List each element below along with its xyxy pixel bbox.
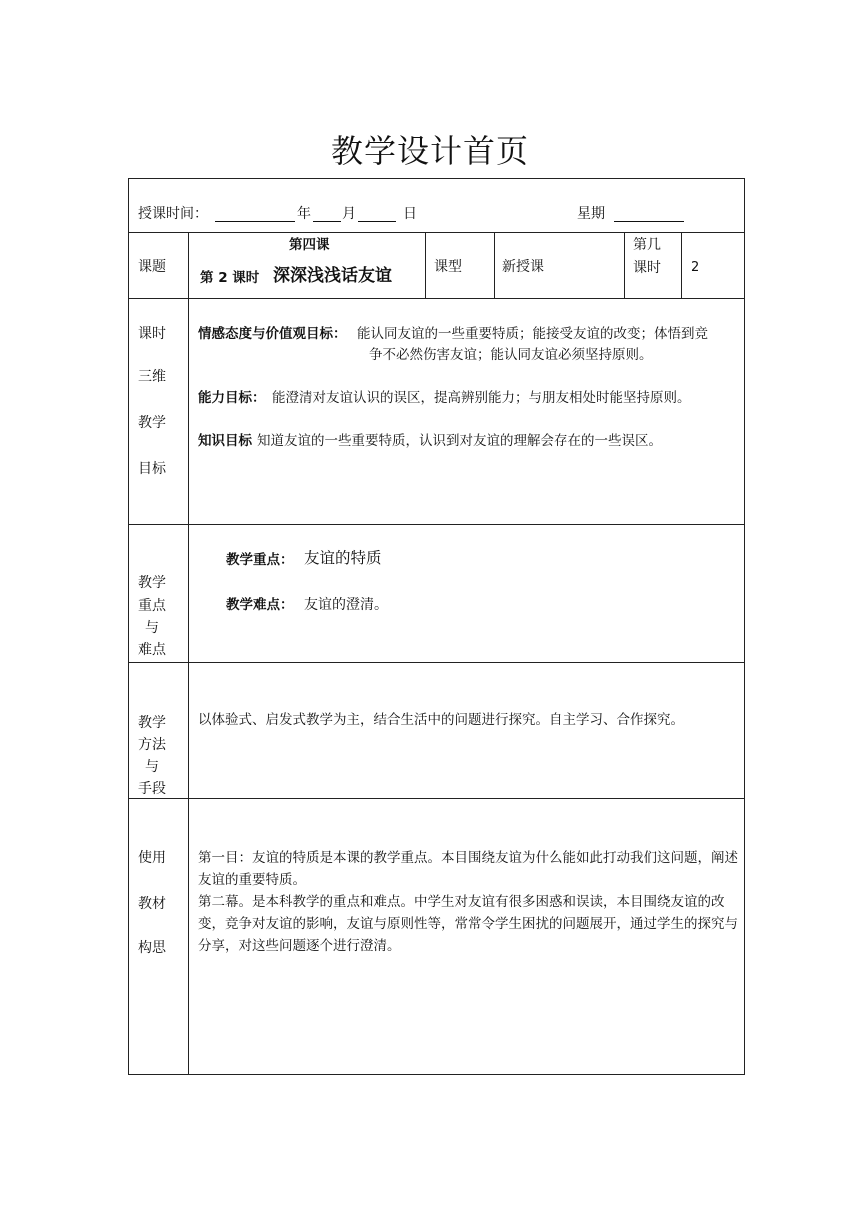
row-label: 教学 (138, 575, 166, 591)
row-label: 教学 (138, 415, 166, 431)
difficult-point-label: 教学难点： (226, 597, 294, 613)
col-divider (425, 232, 426, 298)
lesson-plan-table (128, 178, 745, 1075)
knowledge-objective-text: 知道友谊的一些重要特质，认识到对友谊的理解会存在的一些误区。 (257, 433, 662, 449)
period-label: 第 2 课时 (200, 270, 260, 286)
row-label: 难点 (138, 642, 166, 658)
row-label: 教材 (138, 896, 166, 912)
type-value: 新授课 (502, 259, 544, 275)
difficult-point-text: 友谊的澄清。 (304, 597, 388, 613)
month-label: 月 (342, 206, 356, 222)
materials-paragraph: 第二幕。是本科教学的重点和难点。中学生对友谊有很多困惑和误读，本目围绕友谊的改变，竞争对友谊的影响，友谊与原则性等，常常令学生困扰的问题展开，通过学生的探究与分享，对这些问题逐个进行澄清。 (198, 894, 738, 954)
which-period-label: 课时 (633, 260, 661, 276)
row-divider (129, 232, 744, 233)
ability-objective-label: 能力目标： (198, 390, 266, 406)
row-label: 目标 (138, 461, 166, 477)
day-label: 日 (403, 206, 417, 222)
methods-text: 以体验式、启发式教学为主，结合生活中的问题进行探究。自主学习、合作探究。 (198, 712, 684, 728)
emotion-objective-text: 能认同友谊的一些重要特质；能接受友谊的改变；体悟到竞 (357, 326, 708, 342)
date-blank (215, 207, 295, 222)
col-divider (494, 232, 495, 298)
which-period-value: 2 (691, 260, 700, 275)
lesson-title: 深深浅浅话友谊 (273, 266, 392, 286)
key-point-text: 友谊的特质 (304, 549, 382, 567)
col-divider (188, 232, 189, 1074)
row-label: 三维 (138, 369, 166, 385)
materials-paragraph: 第一目：友谊的特质是本课的教学重点。本目围绕友谊为什么能如此打动我们这问题，阐述友谊的重要特质。 (198, 850, 738, 888)
row-label: 构思 (138, 940, 166, 956)
row-divider (129, 298, 744, 299)
day-blank (358, 207, 396, 222)
knowledge-objective-label: 知识目标 (198, 433, 252, 449)
row-divider (129, 798, 744, 799)
row-label: 课时 (138, 326, 166, 342)
row-label: 与 (145, 620, 159, 636)
lesson-unit: 第四课 (289, 237, 330, 253)
teaching-time-label: 授课时间： (138, 206, 208, 222)
row-label: 手段 (138, 781, 166, 797)
page-title: 教学设计首页 (330, 132, 529, 170)
type-label: 课型 (434, 259, 462, 275)
weekday-blank (614, 207, 684, 222)
emotion-objective-label: 情感态度与价值观目标： (198, 326, 347, 342)
which-period-label: 第几 (633, 237, 661, 253)
key-point-label: 教学重点： (226, 552, 294, 568)
row-label: 使用 (138, 850, 166, 866)
row-divider (129, 662, 744, 663)
ability-objective-text: 能澄清对友谊认识的误区，提高辨别能力；与朋友相处时能坚持原则。 (272, 390, 691, 406)
weekday-label: 星期 (577, 206, 605, 222)
year-label: 年 (297, 206, 311, 222)
topic-label: 课题 (138, 259, 166, 275)
col-divider (681, 232, 682, 298)
emotion-objective-text: 争不必然伤害友谊；能认同友谊必须坚持原则。 (369, 347, 653, 363)
row-label: 重点 (138, 598, 166, 614)
month-blank (313, 207, 341, 222)
row-label: 与 (145, 759, 159, 775)
col-divider (624, 232, 625, 298)
row-label: 教学 (138, 715, 166, 731)
row-label: 方法 (138, 737, 166, 753)
row-divider (129, 524, 744, 525)
